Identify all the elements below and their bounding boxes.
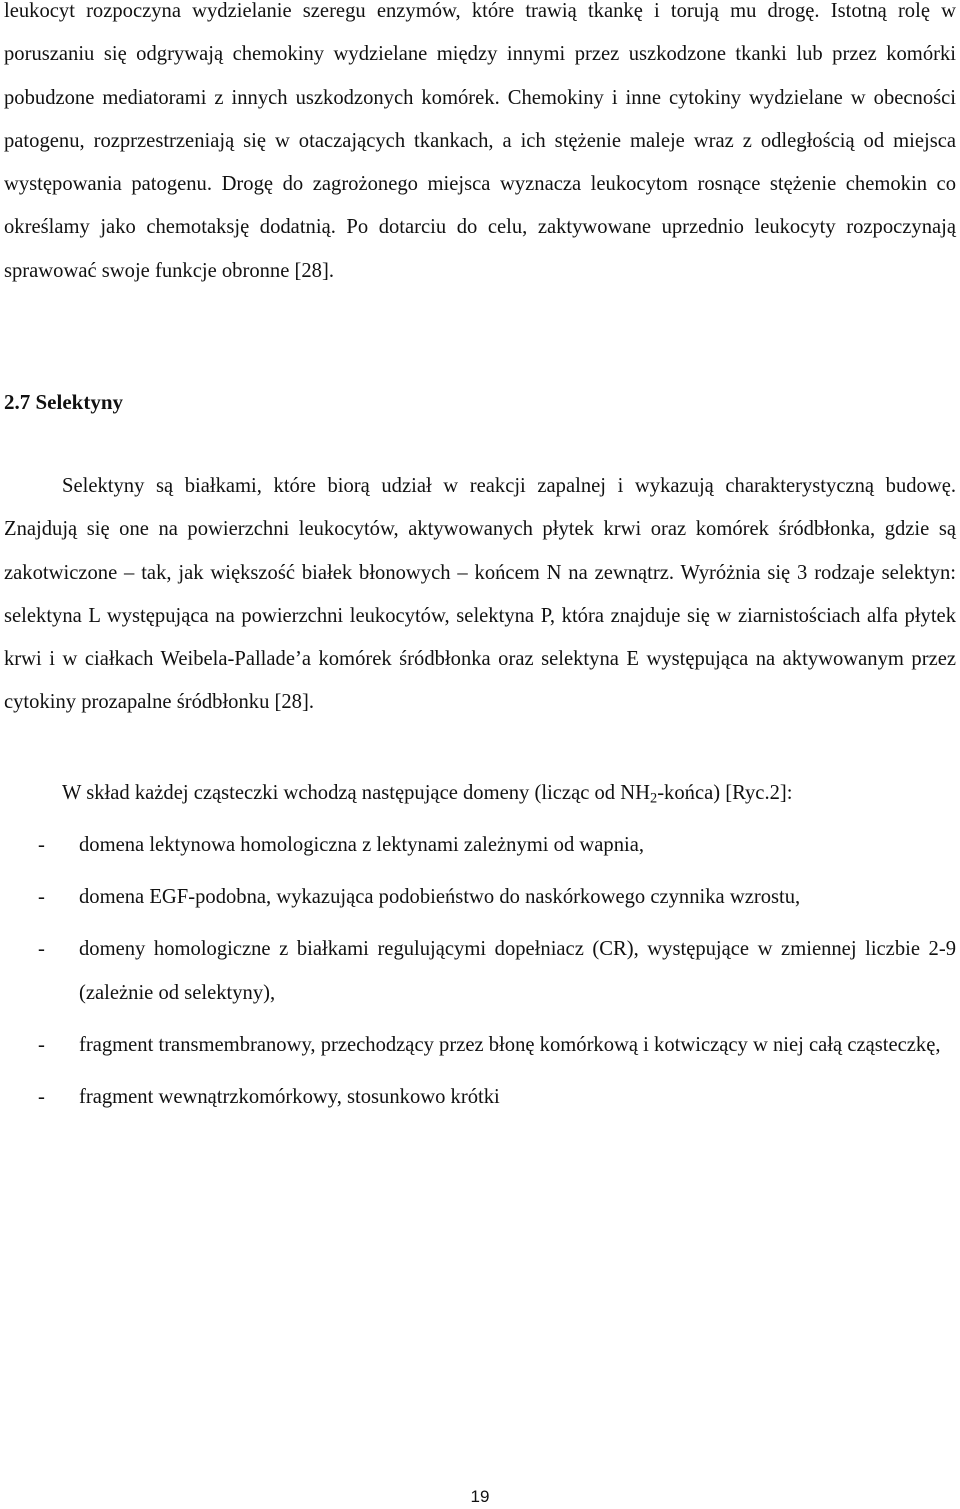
list-item-text: domena EGF-podobna, wykazująca podobieństwo do naskórkowego czynnika wzrostu, xyxy=(79,886,801,908)
body-paragraph-selectins: Selektyny są białkami, które biorą udział w reakcji zapalnej i wykazują charakterystyczną budowę. Znajdują się one na powierzchni leukocytów, aktywowanych płytek krwi oraz komórek śródbłonka, gdzie są zakotwiczone – tak, jak większość białek błonowych – końcem N na zewnątrz. Wyróżnia się 3 rodzaje selektyn: selektyna L występująca na powierzchni leukocytów, selektyna P, która znajduje się w ziarnistościach alfa płytek krwi i w ciałkach Weibela-Pallade’a komórek śródbłonka oraz selektyna E występująca na aktywowanym przez cytokiny prozapalne śródbłonku [28]. xyxy=(4,475,956,714)
body-paragraph-leukocyte-migration: leukocyt rozpoczyna wydzielanie szeregu enzymów, które trawią tkankę i torują mu drogę. Istotną rolę w poruszaniu się odgrywają chemokiny wydzielane między innymi przez uszkodzone tkanki lub przez komórki pobudzone mediatorami z innych uszkodzonych komórek. Chemokiny i inne cytokiny wydzielane w obecności patogenu, rozprzestrzeniają się w otaczających tkankach, a ich stężenie maleje wraz z odległością od miejsca występowania patogenu. Drogę do zagrożonego miejsca wyznacza leukocytom rosnące stężenie chemokin co określamy jako chemotaksję dodatnią. Po dotarciu do celu, zaktywowane uprzednio leukocyty rozpoczynają sprawować swoje funkcje obronne [28]. xyxy=(4,0,956,282)
list-item-text: domeny homologiczne z białkami regulującymi dopełniacz (CR), występujące w zmiennej liczbie 2-9 (zależnie od selektyny), xyxy=(79,938,956,1004)
list-dash: - xyxy=(38,938,45,960)
body-paragraph-domains-intro xyxy=(4,772,960,815)
list-item-text: fragment wewnątrzkomórkowy, stosunkowo krótki xyxy=(79,1086,500,1108)
list-item-text: domena lektynowa homologiczna z lektynami zależnymi od wapnia, xyxy=(79,834,645,856)
list-dash: - xyxy=(38,834,45,856)
list-item xyxy=(0,875,960,919)
page-number: 19 xyxy=(470,1487,490,1506)
list-item xyxy=(0,823,960,867)
list-dash: - xyxy=(38,1086,45,1108)
list-dash: - xyxy=(38,886,45,908)
list-item xyxy=(0,927,960,1015)
section-heading: 2.7 Selektyny xyxy=(4,390,124,414)
list-item xyxy=(0,1075,960,1119)
list-item xyxy=(0,1023,960,1067)
list-dash: - xyxy=(38,1034,45,1056)
domains-intro-text-end: -końca) [Ryc.2]: xyxy=(657,782,793,804)
subscript-two: 2 xyxy=(650,790,658,807)
domain-list xyxy=(0,823,960,1127)
list-item-text: fragment transmembranowy, przechodzący przez błonę komórkową i kotwiczący w niej całą cząsteczkę, xyxy=(79,1034,941,1056)
domains-intro-text: W skład każdej cząsteczki wchodzą następujące domeny (licząc od NH xyxy=(62,782,650,804)
